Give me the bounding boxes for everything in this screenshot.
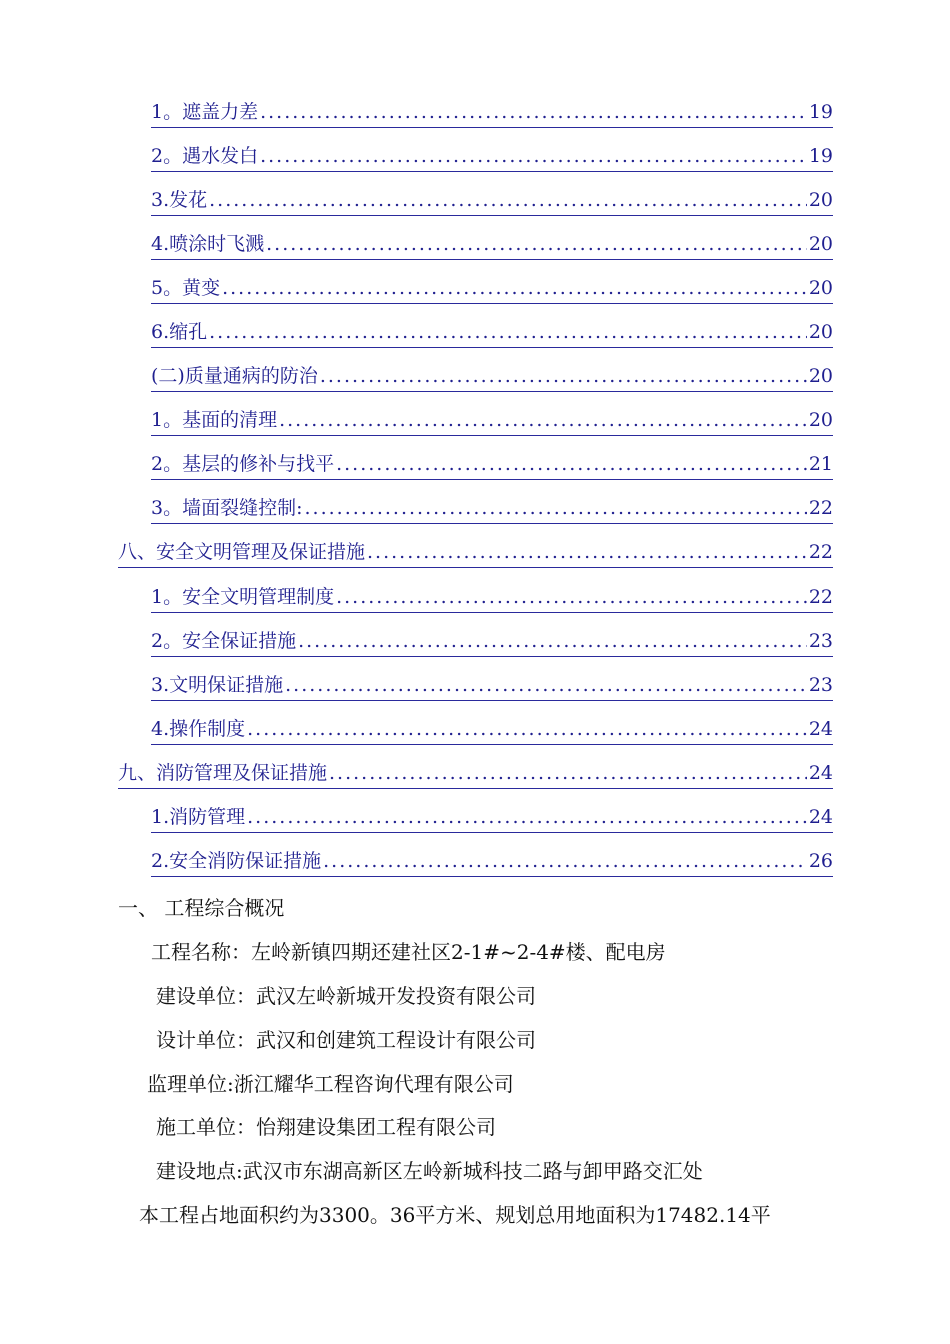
toc-entry-label: 4.操作制度	[151, 718, 246, 740]
toc-entry-label: 1。基面的清理	[151, 409, 278, 431]
toc-page-number: 20	[808, 277, 833, 299]
toc-leader	[247, 802, 807, 832]
toc-entry[interactable]	[151, 141, 833, 172]
toc-page-number: 24	[808, 762, 833, 784]
toc-entry[interactable]	[151, 449, 833, 480]
toc-entry[interactable]	[151, 582, 833, 613]
toc-leader	[222, 273, 807, 303]
toc-page-number: 24	[808, 806, 833, 828]
toc-page-number: 23	[808, 630, 833, 652]
toc-leader	[367, 537, 807, 567]
toc-entry-label: 九、消防管理及保证措施	[118, 762, 328, 784]
toc-page-number: 21	[808, 453, 833, 475]
toc-leader	[320, 361, 807, 391]
toc-entry[interactable]	[151, 229, 833, 260]
toc-entry-label: 3.发花	[151, 189, 208, 211]
toc-entry-label: 1.消防管理	[151, 806, 246, 828]
toc-entry-label: 1。遮盖力差	[151, 101, 259, 123]
supervisor-line: 监理单位:浙江耀华工程咨询代理有限公司	[147, 1072, 514, 1096]
contractor-line: 施工单位：怡翔建设集团工程有限公司	[156, 1115, 496, 1139]
toc-leader	[209, 317, 807, 347]
toc-entry[interactable]	[151, 714, 833, 745]
toc-page-number: 20	[808, 233, 833, 255]
area-line: 本工程占地面积约为3300。36平方米、规划总用地面积为17482.14平	[139, 1203, 771, 1227]
toc-leader	[247, 714, 807, 744]
toc-entry[interactable]	[151, 846, 833, 877]
toc-page-number: 20	[808, 321, 833, 343]
toc-entry[interactable]	[151, 185, 833, 216]
toc-page-number: 26	[808, 850, 833, 872]
toc-entry[interactable]	[118, 758, 833, 789]
location-line: 建设地点:武汉市东湖高新区左岭新城科技二路与卸甲路交汇处	[156, 1159, 703, 1183]
toc-entry-label: 3。墙面裂缝控制:	[151, 497, 303, 519]
toc-leader	[336, 449, 807, 479]
toc-entry[interactable]	[151, 802, 833, 833]
section-heading: 一、 工程综合概况	[118, 896, 285, 920]
toc-entry[interactable]	[118, 537, 833, 568]
toc-leader	[298, 626, 807, 656]
toc-page-number: 22	[808, 541, 833, 563]
toc-leader	[260, 141, 807, 171]
toc-entry-label: 1。安全文明管理制度	[151, 586, 335, 608]
toc-page-number: 23	[808, 674, 833, 696]
toc-entry[interactable]	[151, 361, 833, 392]
toc-leader	[260, 97, 807, 127]
toc-page-number: 20	[808, 365, 833, 387]
project-name-line: 工程名称：左岭新镇四期还建社区2-1#~2-4#楼、配电房	[151, 940, 666, 964]
toc-entry-label: (二)质量通病的防治	[151, 365, 318, 387]
toc-page-number: 19	[808, 145, 833, 167]
toc-entry[interactable]	[151, 626, 833, 657]
toc-page-number: 24	[808, 718, 833, 740]
toc-leader	[329, 758, 807, 788]
toc-leader	[336, 582, 807, 612]
toc-page-number: 20	[808, 189, 833, 211]
toc-leader	[285, 670, 807, 700]
toc-page-number: 22	[808, 497, 833, 519]
toc-page-number: 22	[808, 586, 833, 608]
toc-page-number: 20	[808, 409, 833, 431]
toc-entry-label: 5。黄变	[151, 277, 221, 299]
toc-entry[interactable]	[151, 97, 833, 128]
toc-entry[interactable]	[151, 317, 833, 348]
toc-entry-label: 4.喷涂时飞溅	[151, 233, 265, 255]
toc-entry[interactable]	[151, 670, 833, 701]
owner-line: 建设单位：武汉左岭新城开发投资有限公司	[156, 984, 536, 1008]
toc-entry[interactable]	[151, 493, 833, 524]
toc-entry-label: 3.文明保证措施	[151, 674, 284, 696]
designer-line: 设计单位：武汉和创建筑工程设计有限公司	[156, 1028, 536, 1052]
toc-entry-label: 2。安全保证措施	[151, 630, 297, 652]
toc-entry[interactable]	[151, 405, 833, 436]
toc-leader	[266, 229, 807, 259]
toc-entry-label: 2。基层的修补与找平	[151, 453, 335, 475]
toc-entry-label: 2.安全消防保证措施	[151, 850, 322, 872]
toc-entry-label: 6.缩孔	[151, 321, 208, 343]
toc-leader	[323, 846, 807, 876]
toc-leader	[209, 185, 807, 215]
toc-entry-label: 2。遇水发白	[151, 145, 259, 167]
toc-leader	[305, 493, 807, 523]
toc-entry[interactable]	[151, 273, 833, 304]
toc-entry-label: 八、安全文明管理及保证措施	[118, 541, 366, 563]
toc-page-number: 19	[808, 101, 833, 123]
toc-leader	[279, 405, 807, 435]
